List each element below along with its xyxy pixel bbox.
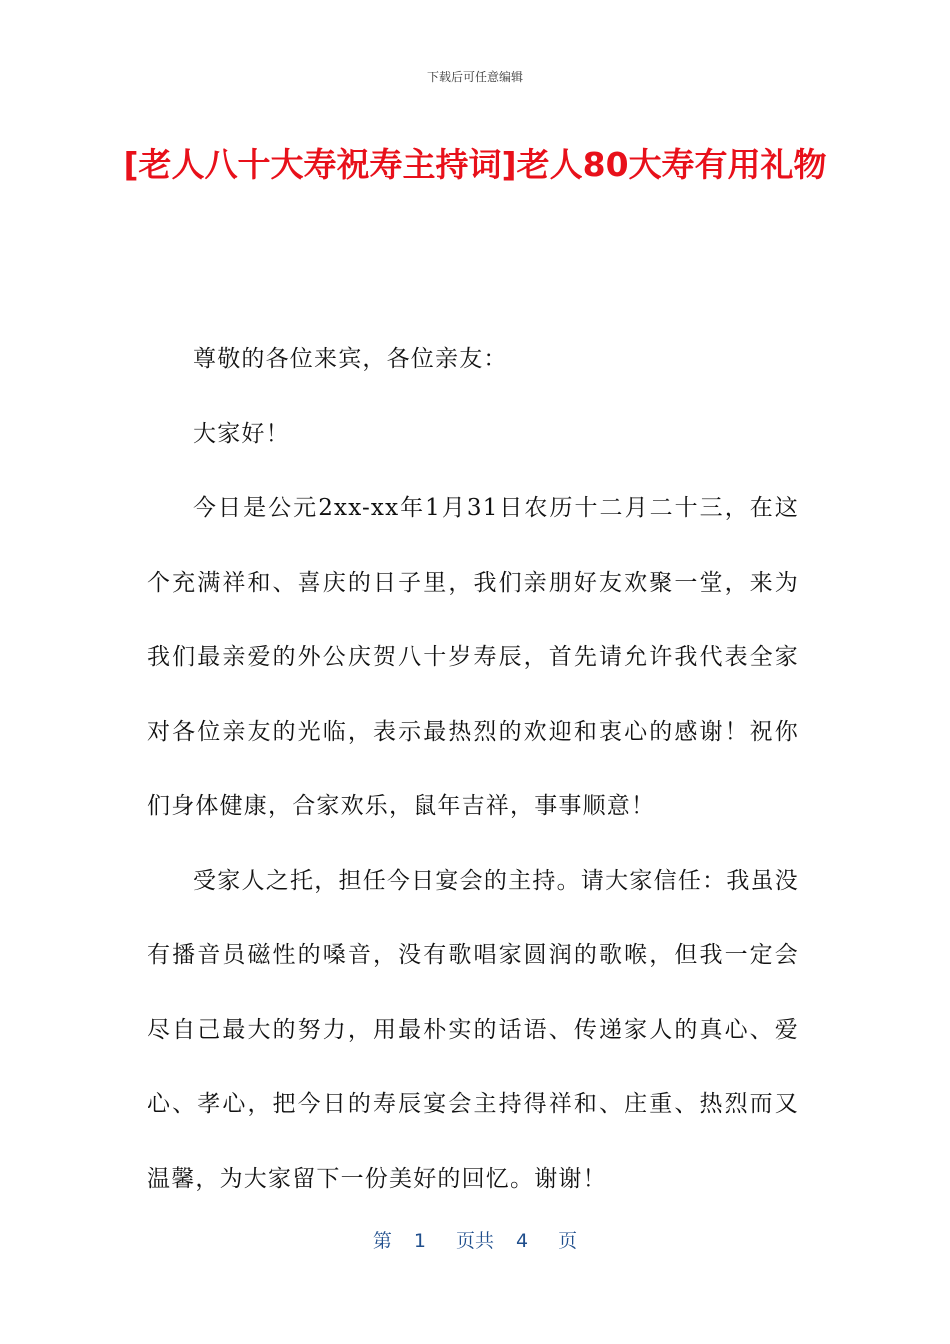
document-title: [老人八十大寿祝寿主持词]老人80大寿有用礼物 <box>123 145 827 184</box>
footer-prefix: 第 <box>372 1230 392 1252</box>
footer-middle: 页共 <box>455 1230 494 1252</box>
paragraph-greeting: 尊敬的各位来宾，各位亲友： <box>193 346 508 372</box>
page-footer <box>0 1226 950 1253</box>
footer-total-pages: 4 <box>516 1230 529 1252</box>
footer-current-page: 1 <box>413 1230 426 1252</box>
document-body <box>147 322 799 1216</box>
header-note: 下载后可任意编辑 <box>426 70 523 84</box>
paragraph-occasion: 今日是公元2xx-xx年1月31日农历十二月二十三，在这个充满祥和、喜庆的日子里，我们亲朋好友欢聚一堂，来为我们最亲爱的外公庆贺八十岁寿辰，首先请允许我代表全家对各位亲友的光临，表示最热烈的欢迎和衷心的感谢！祝你们身体健康，合家欢乐，鼠年吉祥，事事顺意！ <box>147 495 799 819</box>
paragraph-host-intro: 受家人之托，担任今日宴会的主持。请大家信任：我虽没有播音员磁性的嗓音，没有歌唱家圆润的歌喉，但我一定会尽自己最大的努力，用最朴实的话语、传递家人的真心、爱心、孝心，把今日的寿辰宴会主持得祥和、庄重、热烈而又温馨，为大家留下一份美好的回忆。谢谢！ <box>147 867 799 1192</box>
footer-suffix: 页 <box>558 1230 578 1252</box>
paragraph-hello: 大家好！ <box>193 420 290 447</box>
